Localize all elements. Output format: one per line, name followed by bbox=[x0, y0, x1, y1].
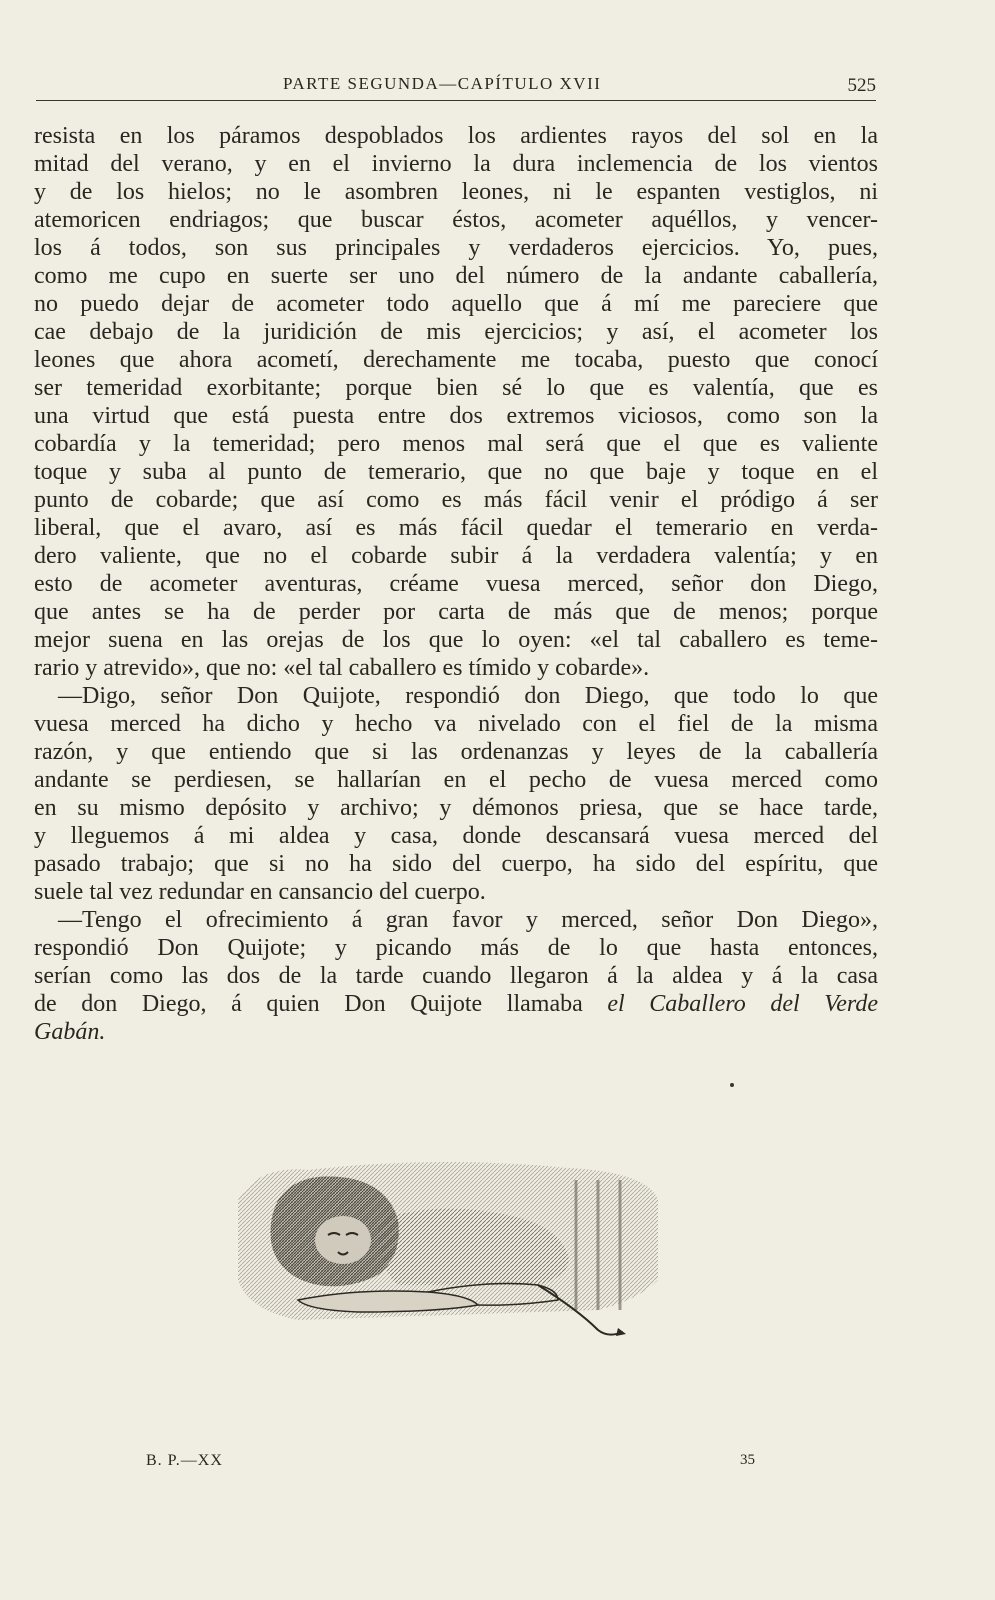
text-line: respondió Don Quijote; y picando más de lo que hasta entonces, bbox=[34, 935, 878, 961]
printer-signature: B. P.—XX bbox=[146, 1452, 223, 1469]
text-line: —Digo, señor Don Quijote, respondió don Diego, que todo lo que bbox=[58, 683, 878, 709]
text-line: resista en los páramos despoblados los ardientes rayos del sol en la bbox=[34, 123, 878, 149]
lion-illustration bbox=[238, 1160, 668, 1340]
text-line: ser temeridad exorbitante; porque bien sé lo que es valentía, que es bbox=[34, 375, 878, 401]
ink-speck bbox=[730, 1083, 734, 1087]
text-line: esto de acometer aventuras, créame vuesa merced, señor don Diego, bbox=[34, 571, 878, 597]
last-line-italic: el Caballero del Verde bbox=[607, 991, 878, 1017]
text-line: los á todos, son sus principales y verdaderos ejercicios. Yo, pues, bbox=[34, 235, 878, 261]
running-title: PARTE SEGUNDA—CAPÍTULO XVII bbox=[283, 74, 602, 93]
text-line: y lleguemos á mi aldea y casa, donde descansará vuesa merced del bbox=[34, 823, 878, 849]
text-line: punto de cobarde; que así como es más fácil venir el pródigo á ser bbox=[34, 487, 878, 513]
text-line bbox=[34, 990, 878, 1018]
text-line: cobardía y la temeridad; pero menos mal será que el que es valiente bbox=[34, 431, 878, 457]
text-line: —Tengo el ofrecimiento á gran favor y merced, señor Don Diego», bbox=[58, 907, 878, 933]
text-line: Gabán. bbox=[34, 1019, 106, 1045]
text-line: andante se perdiesen, se hallarían en el pecho de vuesa merced como bbox=[34, 767, 878, 793]
text-line: una virtud que está puesta entre dos extremos viciosos, como son la bbox=[34, 403, 878, 429]
text-line: como me cupo en suerte ser uno del número de la andante caballería, bbox=[34, 263, 878, 289]
sheet-number: 35 bbox=[740, 1452, 755, 1468]
text-line: atemoricen endriagos; que buscar éstos, acometer aquéllos, y vencer- bbox=[34, 207, 878, 233]
page-number: 525 bbox=[847, 75, 876, 96]
text-line: que antes se ha de perder por carta de más que de menos; porque bbox=[34, 599, 878, 625]
header-rule bbox=[36, 100, 876, 101]
text-line: vuesa merced ha dicho y hecho va nivelado con el fiel de la misma bbox=[34, 711, 878, 737]
text-line: en su mismo depósito y archivo; y démonos priesa, que se hace tarde, bbox=[34, 795, 878, 821]
text-line: no puedo dejar de acometer todo aquello que á mí me pareciere que bbox=[34, 291, 878, 317]
text-line: pasado trabajo; que si no ha sido del cuerpo, ha sido del espíritu, que bbox=[34, 851, 878, 877]
text-line: liberal, que el avaro, así es más fácil quedar el temerario en verda- bbox=[34, 515, 878, 541]
text-line: mitad del verano, y en el invierno la dura inclemencia de los vientos bbox=[34, 151, 878, 177]
text-line: cae debajo de la juridición de mis ejercicios; y así, el acometer los bbox=[34, 319, 878, 345]
text-line: razón, y que entiendo que si las ordenanzas y leyes de la caballería bbox=[34, 739, 878, 765]
text-line: y de los hielos; no le asombren leones, ni le espanten vestiglos, ni bbox=[34, 179, 878, 205]
body-text bbox=[34, 122, 878, 1046]
text-line: dero valiente, que no el cobarde subir á la verdadera valentía; y en bbox=[34, 543, 878, 569]
text-line: rario y atrevido», que no: «el tal caballero es tímido y cobarde». bbox=[34, 655, 650, 681]
text-line: mejor suena en las orejas de los que lo oyen: «el tal caballero es teme- bbox=[34, 627, 878, 653]
text-line: suele tal vez redundar en cansancio del cuerpo. bbox=[34, 879, 486, 905]
text-line: serían como las dos de la tarde cuando llegaron á la aldea y á la casa bbox=[34, 963, 878, 989]
last-line-prefix: de don Diego, á quien Don Quijote llamaba bbox=[34, 991, 608, 1017]
running-header bbox=[36, 72, 876, 108]
text-line: toque y suba al punto de temerario, que no que baje y toque en el bbox=[34, 459, 878, 485]
text-line: leones que ahora acometí, derechamente me tocaba, puesto que conocí bbox=[34, 347, 878, 373]
